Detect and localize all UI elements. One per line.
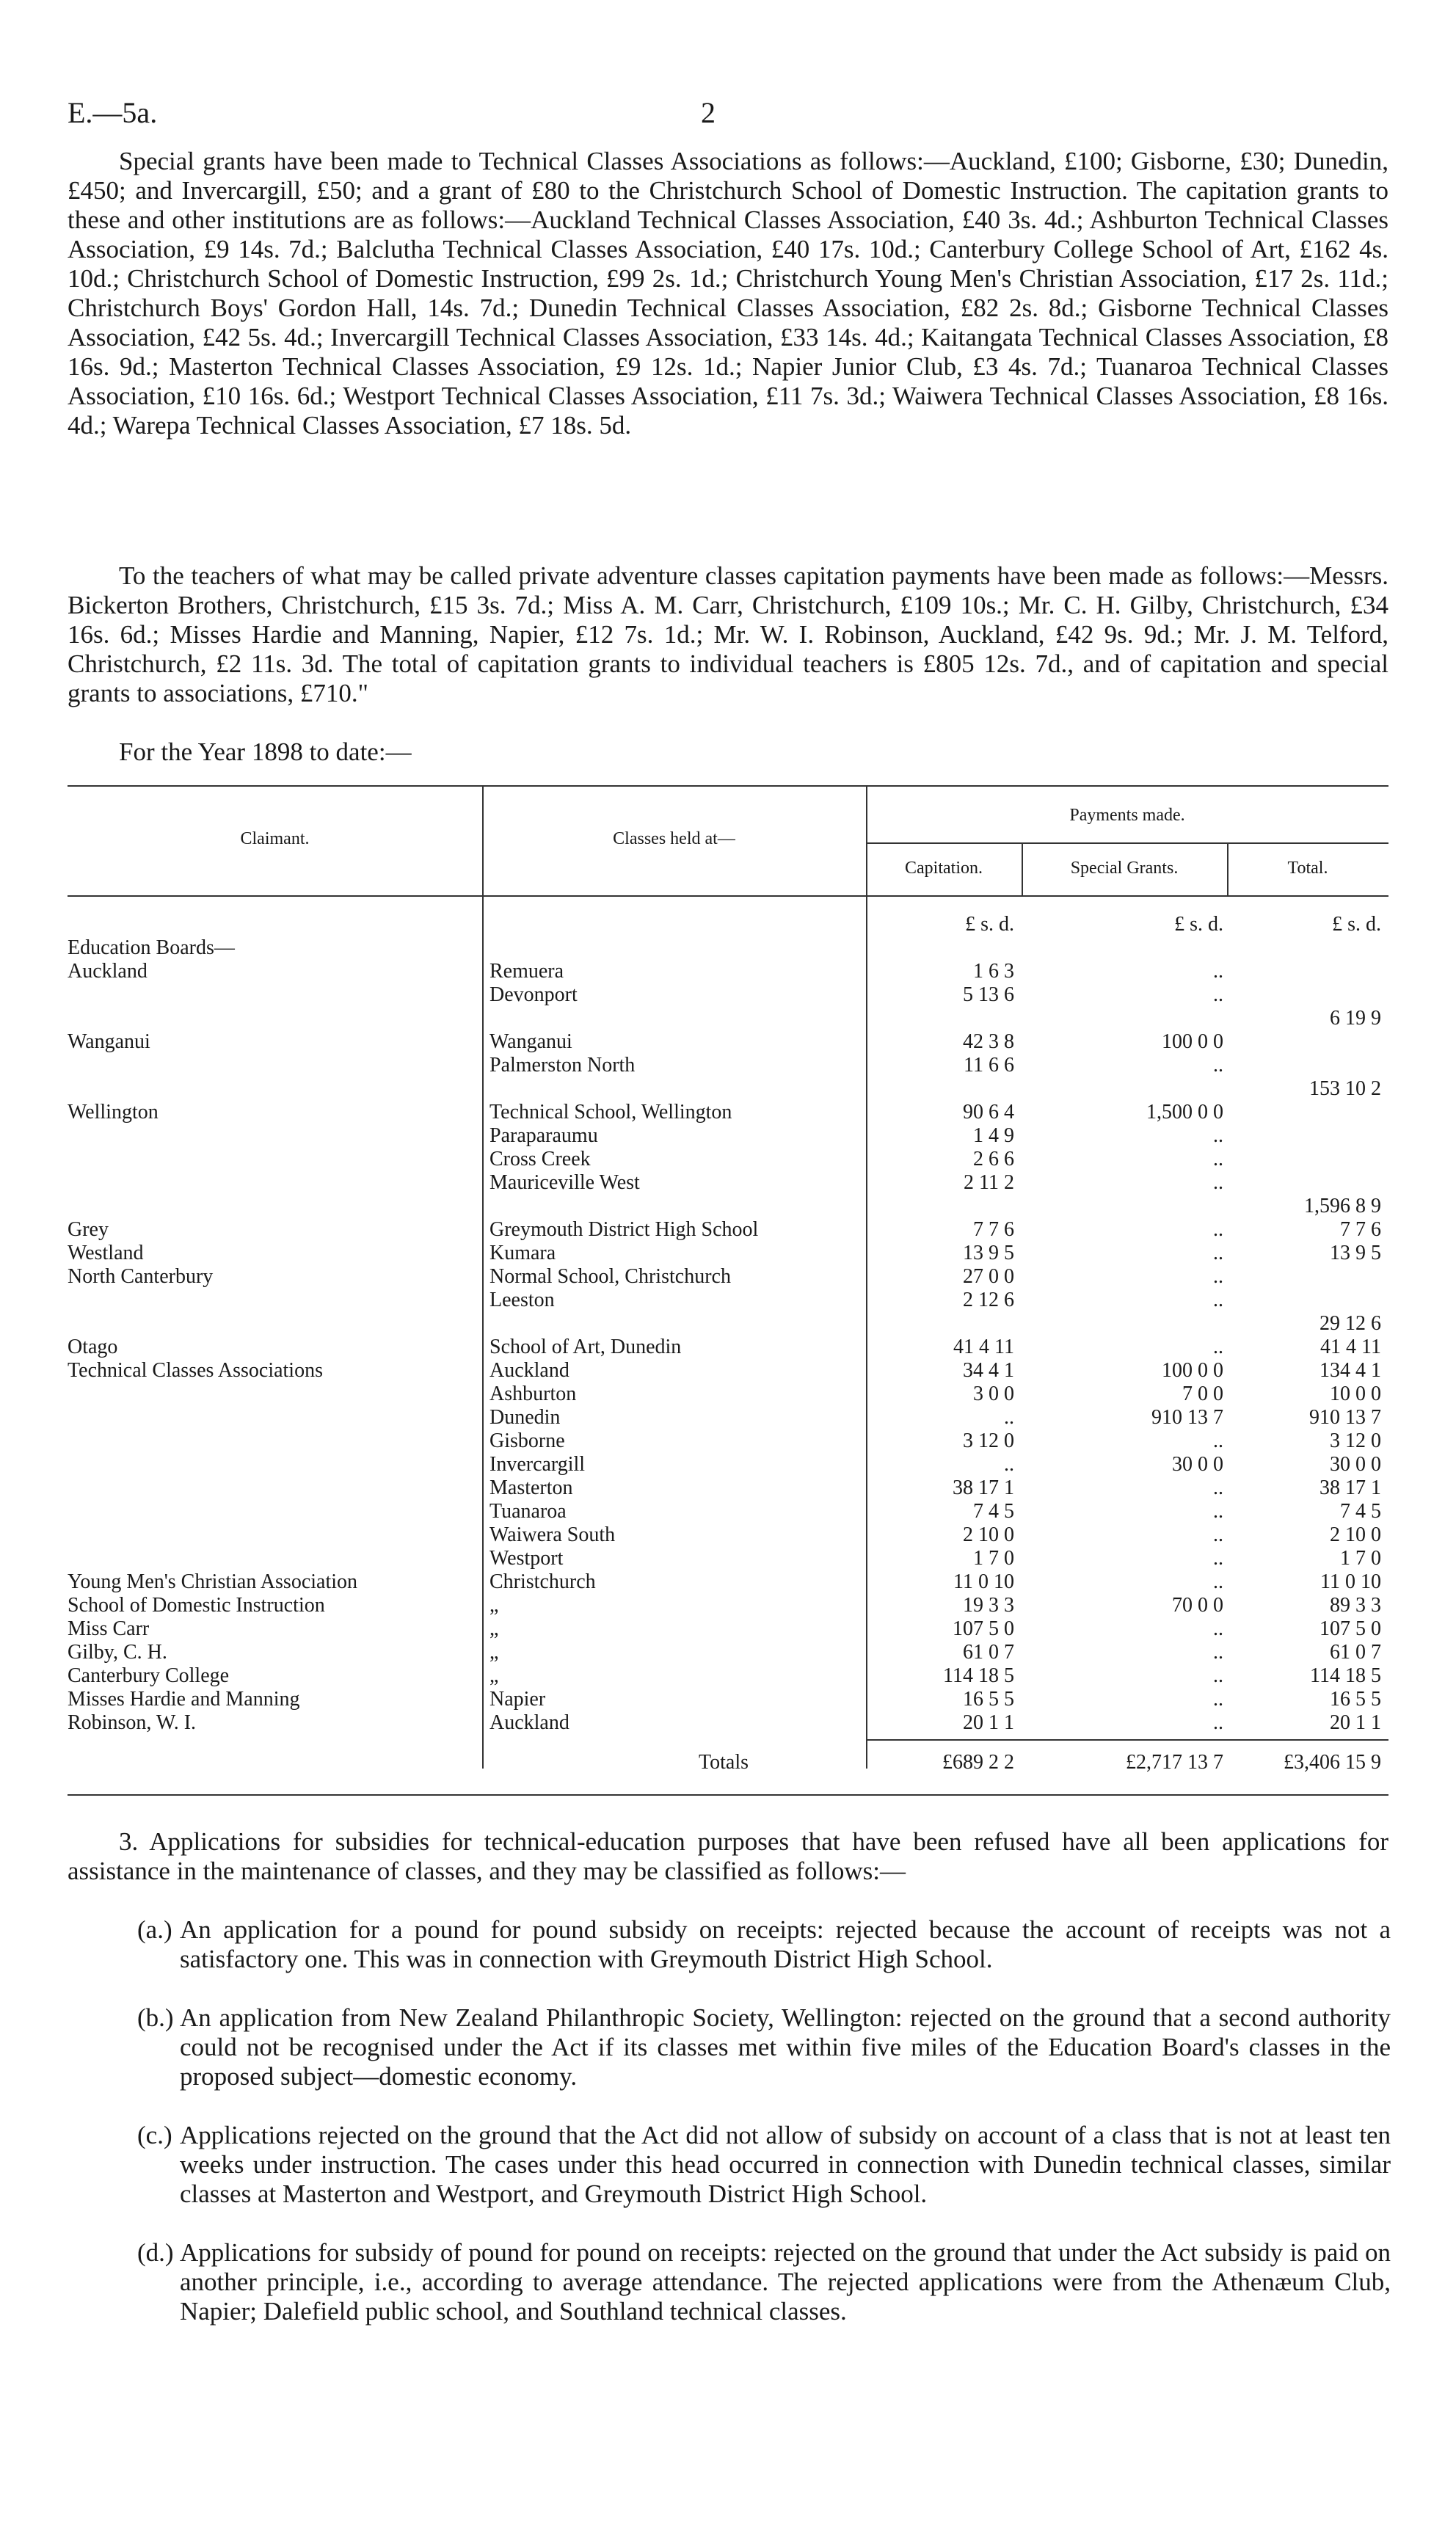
row-claimant: Grey (68, 1218, 109, 1241)
row-total: 910 13 7 (1309, 1406, 1381, 1429)
row-special: 910 13 7 (1151, 1406, 1223, 1429)
subitem-c (137, 2121, 1391, 2209)
row-total: 7 4 5 (1340, 1500, 1381, 1523)
row-special: .. (1213, 1664, 1223, 1687)
row-classes: Normal School, Christchurch (489, 1265, 731, 1288)
row-capitation: 3 12 0 (963, 1430, 1014, 1452)
row-special: 100 0 0 (1162, 1359, 1223, 1382)
row-capitation: 13 9 5 (963, 1242, 1014, 1264)
row-classes: Leeston (489, 1289, 555, 1311)
row-classes: Cross Creek (489, 1148, 591, 1170)
row-special: .. (1213, 1289, 1223, 1311)
row-total: 3 12 0 (1330, 1430, 1381, 1452)
row-total: 114 18 5 (1310, 1664, 1381, 1687)
row-special: .. (1213, 960, 1223, 983)
row-capitation: .. (1004, 1406, 1014, 1429)
row-classes: „ (489, 1594, 499, 1617)
row-claimant: Gilby, C. H. (68, 1641, 167, 1664)
row-classes: Mauriceville West (489, 1171, 640, 1194)
totals-tot: £3,406 15 9 (1284, 1751, 1381, 1774)
row-classes: School of Art, Dunedin (489, 1336, 682, 1358)
payments-subrule (866, 842, 1388, 844)
row-claimant: Miss Carr (68, 1617, 150, 1640)
row-classes: „ (489, 1664, 499, 1687)
row-claimant: Wanganui (68, 1030, 150, 1053)
row-classes: Invercargill (489, 1453, 586, 1476)
row-special: .. (1213, 1500, 1223, 1523)
row-capitation: 1 4 9 (973, 1124, 1014, 1147)
row-claimant: Auckland (68, 960, 148, 983)
row-capitation: 90 6 4 (963, 1101, 1014, 1124)
paragraph-refused: 3. Applications for subsidies for technical-education purposes that have been refused have all been applications for assistance in the maintenance of classes, and they may be classified as follows:— (68, 1827, 1388, 1885)
row-classes: Waiwera South (489, 1523, 616, 1546)
header-payments: Payments made. (1069, 806, 1185, 825)
row-special: .. (1213, 1054, 1223, 1077)
subitem-label: (c.) (137, 2121, 172, 2149)
row-special: .. (1213, 1148, 1223, 1170)
row-capitation: 38 17 1 (953, 1476, 1014, 1499)
row-special: 30 0 0 (1172, 1453, 1223, 1476)
row-special: .. (1213, 1430, 1223, 1452)
subitem-a (137, 1915, 1391, 1974)
row-total: 134 4 1 (1320, 1359, 1381, 1382)
row-claimant: Education Boards— (68, 936, 235, 959)
row-capitation: 19 3 3 (963, 1594, 1014, 1617)
row-special: .. (1213, 1641, 1223, 1664)
row-special: 7 0 0 (1182, 1383, 1223, 1405)
subitem-label: (b.) (137, 2003, 174, 2032)
row-classes: Palmerston North (489, 1054, 636, 1077)
row-special: .. (1213, 1476, 1223, 1499)
row-total: 16 5 5 (1330, 1688, 1381, 1711)
row-classes: Gisborne (489, 1430, 565, 1452)
row-classes: Tuanaroa (489, 1500, 567, 1523)
col-divider-1 (482, 785, 484, 1769)
row-special: .. (1213, 1547, 1223, 1570)
header-claimant: Claimant. (240, 829, 310, 848)
header-classes: Classes held at— (613, 829, 735, 848)
subitem-text: An application from New Zealand Philanthropic Society, Wellington: rejected on the ground that a second authority could not be recognised under the Act if its classes met within five miles of the Education Board's classes in the proposed subject—domestic economy. (180, 2003, 1391, 2091)
row-capitation: 27 0 0 (963, 1265, 1014, 1288)
row-capitation: 41 4 11 (953, 1336, 1014, 1358)
row-claimant: Canterbury College (68, 1664, 230, 1687)
row-total: 11 0 10 (1320, 1570, 1381, 1593)
row-capitation: 20 1 1 (963, 1711, 1014, 1734)
row-capitation: 34 4 1 (963, 1359, 1014, 1382)
row-total: 61 0 7 (1330, 1641, 1381, 1664)
subitem-d (137, 2238, 1391, 2326)
row-special: .. (1213, 1688, 1223, 1711)
header-total: Total. (1287, 859, 1328, 878)
subitem-b (137, 2003, 1391, 2091)
row-special: .. (1213, 1242, 1223, 1264)
row-capitation: 3 0 0 (973, 1383, 1014, 1405)
row-total: 1 7 0 (1340, 1547, 1381, 1570)
row-capitation: 2 11 2 (964, 1171, 1014, 1194)
paragraph-special-grants: Special grants have been made to Technical Classes Associations as follows:—Auckland, £100; Gisborne, £30; Dunedin, £450; and Invercargill, £50; and a grant of £80 to the Christchurch School of Domestic Instruction. The capitation grants to these and other institutions are as follows:—Auckland Technical Classes Association, £40 3s. 4d.; Ashburton Technical Classes Association, £9 14s. 7d.; Balclutha Technical Classes Association, £40 17s. 10d.; Canterbury College School of Art, £162 4s. 10d.; Christchurch School of Domestic Instruction, £99 2s. 1d.; Christchurch Young Men's Christian Association, £17 2s. 11d.; Christchurch Boys' Gordon Hall, 14s. 7d.; Dunedin Technical Classes Association, £82 2s. 8d.; Gisborne Technical Classes Association, £42 5s. 4d.; Invercargill Technical Classes Association, £33 14s. 4d.; Kaitangata Technical Classes Association, £8 16s. 9d.; Masterton Technical Classes Association, £9 12s. 1d.; Napier Junior Club, £3 4s. 7d.; Tuanaroa Technical Classes Association, £10 16s. 6d.; Westport Technical Classes Association, £11 7s. 3d.; Waiwera Technical Classes Association, £8 16s. 4d.; Warepa Technical Classes Association, £7 18s. 5d. (68, 147, 1388, 440)
row-classes: Wanganui (489, 1030, 572, 1053)
row-classes: Ashburton (489, 1383, 577, 1405)
row-total: 2 10 0 (1330, 1523, 1381, 1546)
row-special: .. (1213, 1171, 1223, 1194)
row-classes: Auckland (489, 1359, 569, 1382)
row-capitation: 42 3 8 (963, 1030, 1014, 1053)
row-capitation: 11 0 10 (953, 1570, 1014, 1593)
row-special: .. (1213, 1570, 1223, 1593)
row-capitation: 61 0 7 (963, 1641, 1014, 1664)
unit-spec: £ s. d. (1174, 913, 1223, 936)
table-bottom-rule (68, 1794, 1388, 1796)
row-capitation: 11 6 6 (964, 1054, 1014, 1077)
header-bottom-rule (68, 895, 1388, 897)
row-total: 107 5 0 (1320, 1617, 1381, 1640)
totals-spec: £2,717 13 7 (1126, 1751, 1223, 1774)
totals-label: Totals (699, 1751, 749, 1774)
row-total: 1,596 8 9 (1304, 1195, 1381, 1217)
unit-tot: £ s. d. (1332, 913, 1381, 936)
row-capitation: 2 6 6 (973, 1148, 1014, 1170)
row-classes: Napier (489, 1688, 546, 1711)
row-classes: Remuera (489, 960, 564, 983)
document-reference: E.—5a. (68, 96, 158, 129)
page-number: 2 (701, 96, 716, 129)
row-special: .. (1213, 1265, 1223, 1288)
row-special: 1,500 0 0 (1146, 1101, 1223, 1124)
row-claimant: Wellington (68, 1101, 159, 1124)
row-capitation: 1 7 0 (973, 1547, 1014, 1570)
row-classes: „ (489, 1641, 499, 1664)
row-capitation: 5 13 6 (963, 983, 1014, 1006)
row-capitation: 1 6 3 (973, 960, 1014, 983)
row-classes: „ (489, 1617, 499, 1640)
row-classes: Masterton (489, 1476, 573, 1499)
row-special: .. (1213, 1336, 1223, 1358)
row-capitation: 114 18 5 (943, 1664, 1014, 1687)
row-special: 100 0 0 (1162, 1030, 1223, 1053)
row-total: 89 3 3 (1330, 1594, 1381, 1617)
table-top-rule (68, 785, 1388, 787)
totals-cap: £689 2 2 (942, 1751, 1014, 1774)
row-special: .. (1213, 1523, 1223, 1546)
row-special: .. (1213, 983, 1223, 1006)
row-capitation: 107 5 0 (953, 1617, 1014, 1640)
row-claimant: Robinson, W. I. (68, 1711, 197, 1734)
row-special: .. (1213, 1617, 1223, 1640)
row-claimant: North Canterbury (68, 1265, 214, 1288)
row-total: 30 0 0 (1330, 1453, 1381, 1476)
subitem-text: Applications rejected on the ground that the Act did not allow of subsidy on account of a class that is not at least ten weeks under instruction. The cases under this head occurred in connection with Dunedin technical classes, similar classes at Masterton and Westport, and Greymouth District High School. (180, 2121, 1391, 2208)
subitem-label: (d.) (137, 2238, 174, 2267)
row-total: 29 12 6 (1320, 1312, 1381, 1335)
row-total: 13 9 5 (1330, 1242, 1381, 1264)
row-total: 20 1 1 (1330, 1711, 1381, 1734)
subitem-text: An application for a pound for pound subsidy on receipts: rejected because the account of receipts was not a satisfactory one. This was in connection with Greymouth District High School. (180, 1915, 1391, 1973)
row-total: 153 10 2 (1309, 1077, 1381, 1100)
row-total: 10 0 0 (1330, 1383, 1381, 1405)
row-capitation: 7 7 6 (973, 1218, 1014, 1241)
row-claimant: Westland (68, 1242, 144, 1264)
row-claimant: Misses Hardie and Manning (68, 1688, 300, 1711)
row-claimant: Young Men's Christian Association (68, 1570, 358, 1593)
paragraph-year-heading: For the Year 1898 to date:— (119, 738, 412, 766)
row-capitation: .. (1004, 1453, 1014, 1476)
header-special: Special Grants. (1070, 859, 1179, 878)
row-claimant: Technical Classes Associations (68, 1359, 323, 1382)
row-claimant: Otago (68, 1336, 118, 1358)
row-classes: Auckland (489, 1711, 569, 1734)
header-capitation: Capitation. (905, 859, 983, 878)
row-classes: Christchurch (489, 1570, 596, 1593)
row-total: 6 19 9 (1330, 1007, 1381, 1030)
row-classes: Dunedin (489, 1406, 561, 1429)
unit-cap: £ s. d. (965, 913, 1014, 936)
payments-table (68, 785, 1388, 1842)
row-classes: Kumara (489, 1242, 556, 1264)
row-claimant: School of Domestic Instruction (68, 1594, 325, 1617)
row-special: .. (1213, 1218, 1223, 1241)
row-capitation: 2 10 0 (963, 1523, 1014, 1546)
row-capitation: 2 12 6 (963, 1289, 1014, 1311)
totals-rule (866, 1739, 1388, 1741)
row-classes: Paraparaumu (489, 1124, 598, 1147)
row-total: 41 4 11 (1320, 1336, 1381, 1358)
row-special: .. (1213, 1711, 1223, 1734)
row-special: 70 0 0 (1172, 1594, 1223, 1617)
row-capitation: 7 4 5 (973, 1500, 1014, 1523)
row-classes: Devonport (489, 983, 578, 1006)
subitem-label: (a.) (137, 1915, 172, 1944)
row-classes: Technical School, Wellington (489, 1101, 732, 1124)
paragraph-private-classes: To the teachers of what may be called private adventure classes capitation payments have been made as follows:—Messrs. Bickerton Brothers, Christchurch, £15 3s. 7d.; Miss A. M. Carr, Christchurch, £109 10s.; Mr. C. H. Gilby, Christchurch, £34 16s. 6d.; Misses Hardie and Manning, Napier, £12 7s. 1d.; Mr. W. I. Robinson, Auckland, £42 9s. 9d.; Mr. J. M. Telford, Christchurch, £2 11s. 3d. The total of capitation grants to individual teachers is £805 12s. 7d., and of capitation and special grants to associations, £710." (68, 561, 1388, 707)
row-capitation: 16 5 5 (963, 1688, 1014, 1711)
row-classes: Westport (489, 1547, 564, 1570)
row-special: .. (1213, 1124, 1223, 1147)
row-classes: Greymouth District High School (489, 1218, 759, 1241)
subitem-text: Applications for subsidy of pound for pound on receipts: rejected on the ground that under the Act subsidy is paid on another principle, i.e., according to average attendance. The rejected applications were from the Athenæum Club, Napier; Dalefield public school, and Southland technical classes. (180, 2238, 1391, 2326)
row-total: 38 17 1 (1320, 1476, 1381, 1499)
row-total: 7 7 6 (1340, 1218, 1381, 1241)
